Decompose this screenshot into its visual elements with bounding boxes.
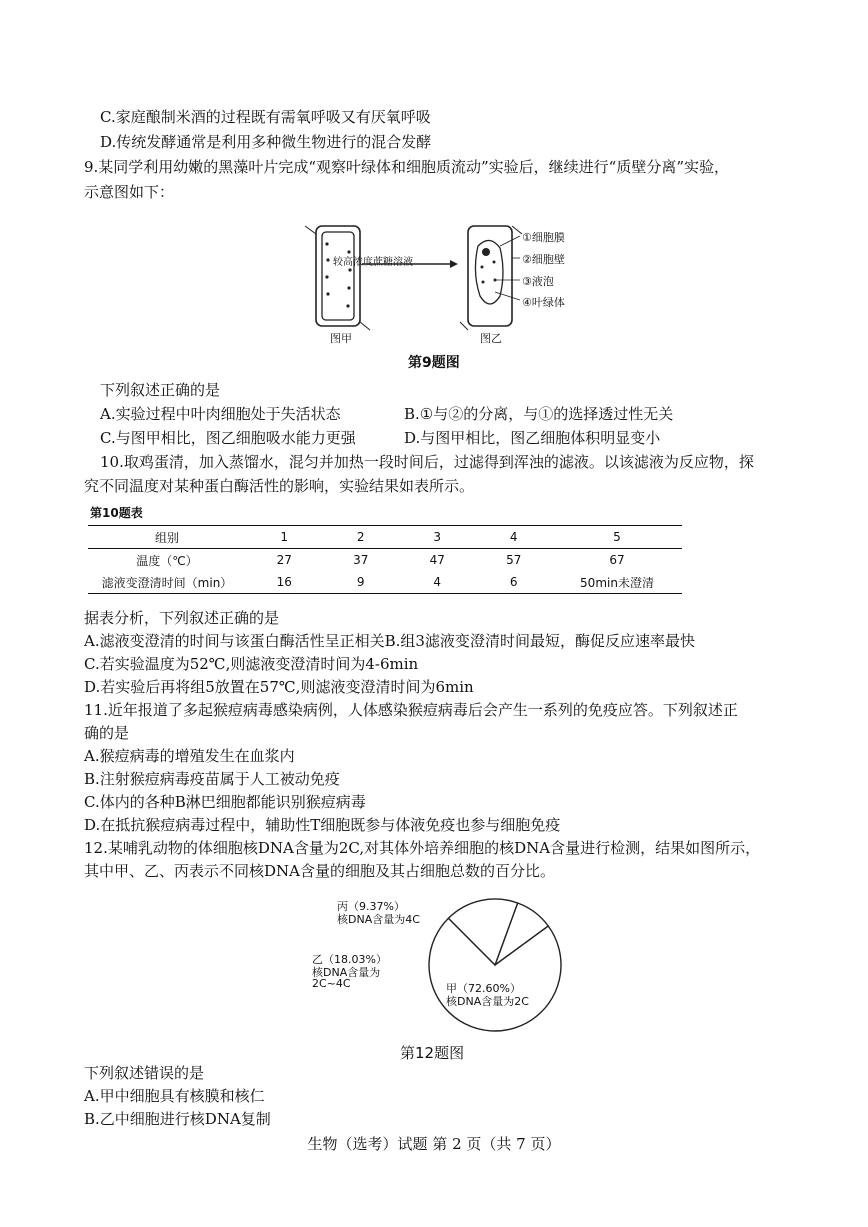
q9-figure-caption: 第9题图 [408,355,460,371]
table-header-cell: 2 [323,526,400,549]
q9-option-b: B.①与②的分离，与①的选择透过性无关 [404,405,674,423]
q9-prompt: 下列叙述正确的是 [100,381,221,399]
q10-stem-line1: 10.取鸡蛋清，加入蒸馏水，混匀并加热一段时间后，过滤得到浑浊的滤液。以该滤液为反应物，探 [100,453,754,471]
q12-yi-content: 核DNA含量为 [312,966,381,979]
table-cell: 67 [609,553,625,567]
q12-prompt: 下列叙述错误的是 [84,1064,205,1082]
q11-option-a: A.猴痘病毒的增殖发生在血浆内 [84,747,295,765]
q11-option-d: D.在抵抗猴痘病毒过程中，辅助性T细胞既参与体液免疫也参与细胞免疫 [84,816,561,834]
q9-figure-yi-label: 图乙 [480,332,502,345]
table-cell: 6 [476,571,553,594]
q11-stem-line2: 确的是 [84,724,130,742]
q8-option-c: C.家庭酿制米酒的过程既有需氧呼吸又有厌氧呼吸 [100,108,431,126]
table-cell: 4 [399,571,476,594]
table-cell: 16 [246,571,323,594]
table-header-cell: 4 [476,526,553,549]
q9-option-a: A.实验过程中叶肉细胞处于失活状态 [100,405,341,423]
table-row [88,571,682,594]
q12-jia-content: 核DNA含量为2C [446,995,529,1008]
q10-option-c: C.若实验温度为52℃,则滤液变澄清时间为4-6min [84,655,419,673]
table-header-cell: 1 [246,526,323,549]
q10-table-title: 第10题表 [90,506,143,520]
table-cell: 27 [276,553,292,567]
q9-stem-line1: 9.某同学利用幼嫩的黑藻叶片完成“观察叶绿体和细胞质流动”实验后，继续进行“质壁分离”实验， [84,158,729,176]
q12-pie-chart [420,895,570,1035]
q10-data-table [88,525,682,594]
q12-jia-label: 甲（72.60%） [446,982,521,995]
table-header-cell: 5 [552,526,682,549]
q9-arrow-label: 较高浓度蔗糖溶液 [333,257,413,268]
table-cell: 50min未澄清 [552,571,682,594]
q11-stem-line1: 11.近年报道了多起猴痘病毒感染病例，人体感染猴痘病毒后会产生一系列的免疫应答。下列叙述正 [84,701,738,719]
table-cell: 滤液变澄清时间（min） [88,571,246,594]
q10-option-ab: A.滤液变澄清的时间与该蛋白酶活性呈正相关B.组3滤液变澄清时间最短，酶促反应速率最快 [84,632,695,650]
q9-figure-jia-label: 图甲 [330,332,352,345]
q10-prompt: 据表分析，下列叙述正确的是 [84,609,280,627]
table-header-cell: 3 [399,526,476,549]
table-cell: 9 [323,571,400,594]
q12-yi-range: 2C~4C [312,977,351,990]
q9-option-d: D.与图甲相比，图乙细胞体积明显变小 [404,429,661,447]
q12-bing-content: 核DNA含量为4C [337,913,420,926]
q9-label-chloroplast: ④叶绿体 [522,296,565,309]
q10-stem-line2: 究不同温度对某种蛋白酶活性的影响，实验结果如表所示。 [84,477,475,495]
q9-label-wall: ②细胞壁 [522,253,565,266]
q9-option-c: C.与图甲相比，图乙细胞吸水能力更强 [100,429,356,447]
page-footer: 生物（选考）试题 第 2 页（共 7 页） [307,1135,561,1153]
q12-yi-label: 乙（18.03%） [312,953,387,966]
q9-label-vacuole: ③液泡 [522,275,554,288]
q8-option-d: D.传统发酵通常是利用多种微生物进行的混合发酵 [100,133,432,151]
q12-option-a: A.甲中细胞具有核膜和核仁 [84,1087,265,1105]
q11-option-c: C.体内的各种B淋巴细胞都能识别猴痘病毒 [84,793,366,811]
q12-option-b: B.乙中细胞进行核DNA复制 [84,1110,271,1128]
q12-stem-line2: 其中甲、乙、丙表示不同核DNA含量的细胞及其占细胞总数的百分比。 [84,862,555,880]
q12-bing-label: 丙（9.37%） [337,900,405,913]
table-cell: 37 [353,553,369,567]
q9-stem-line2: 示意图如下： [84,183,175,201]
q9-label-membrane: ①细胞膜 [522,231,565,244]
table-cell: 温度（℃） [136,553,198,568]
table-row [88,549,682,572]
q11-option-b: B.注射猴痘病毒疫苗属于人工被动免疫 [84,770,340,788]
table-cell: 47 [429,553,445,567]
q10-option-d: D.若实验后再将组5放置在57℃,则滤液变澄清时间为6min [84,678,474,696]
q12-stem-line1: 12.某哺乳动物的体细胞核DNA含量为2C,对其体外培养细胞的核DNA含量进行检测，结果如图所示， [84,839,761,857]
table-header-row [88,526,682,549]
table-cell: 57 [506,553,522,567]
q12-figure-caption: 第12题图 [400,1044,465,1062]
table-header-cell: 组别 [88,526,246,549]
